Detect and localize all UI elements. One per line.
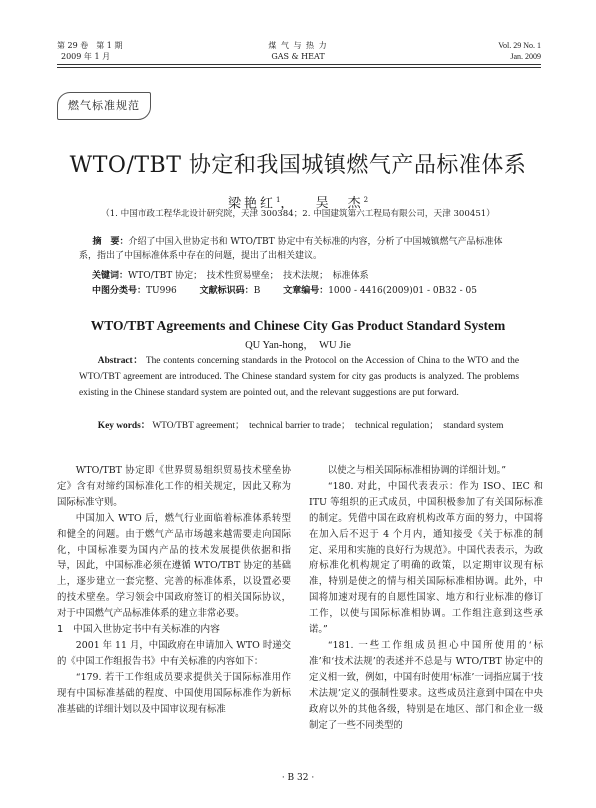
journal-title-en: GAS & HEAT bbox=[271, 52, 325, 61]
author-separator: ， bbox=[280, 196, 297, 212]
abstract-cn bbox=[79, 236, 519, 263]
header-rule-top bbox=[57, 64, 541, 65]
body-column-left bbox=[57, 463, 291, 718]
classification-line bbox=[79, 285, 532, 299]
article-no-label: 文章编号： bbox=[283, 286, 329, 296]
author-2-affil: 2 bbox=[363, 196, 369, 204]
journal-title-cn: 煤 气 与 热 力 bbox=[268, 41, 328, 50]
abstract-en-label: Abstract： bbox=[97, 356, 144, 366]
keywords-cn bbox=[79, 270, 532, 284]
header-center bbox=[198, 40, 398, 62]
quote-paragraph-179: “179. 若干工作组成员要求提供关于国际标准用作现有中国标准基础的程度、中国使用国际标准作为新标准基础的详细计划以及中国审议现有标准 bbox=[57, 671, 291, 715]
affiliations-cn: （1. 中国市政工程华北设计研究院，天津 300384；2. 中国建筑第六工程局有限公司，天津 300451） bbox=[101, 209, 495, 219]
header-rule-bottom bbox=[57, 67, 541, 68]
clc-value: TU996 bbox=[146, 286, 177, 296]
author-2: 吴 杰 bbox=[315, 196, 364, 212]
quote-paragraph-181: “181. 一些工作组成员担心中国所使用的‘标准’和‘技术法规’的表述并不总是与 WTO/TBT 协定中的定义相一致，例如，中国有时使用‘标准’一词指应属于‘技术法规’定义的强制性要求。这些成员注意到中国在中央政府以外的其他各级，特别是在地区、部门和企业一级制定了一些不同类型的 bbox=[309, 639, 543, 731]
header-left bbox=[57, 40, 177, 62]
abstract-en bbox=[79, 353, 519, 401]
quote-continuation: 以使之与相关国际标准相协调的详细计划。” bbox=[327, 465, 507, 476]
abstract-en-text: The contents concerning standards in the Protocol on the Accession of China to the WTO and the WTO/TBT agreement are introduced. The Chinese standard system for city gas products is analyzed. The problems existing in the Chinese standard system are pointed out, and the relevant suggestions are put forward. bbox=[79, 356, 520, 398]
keywords-cn-label: 关键词： bbox=[92, 271, 129, 281]
issue-date-en: Jan. 2009 bbox=[510, 52, 541, 61]
article-no-value: 1000 - 4416(2009)01 - 0B32 - 05 bbox=[328, 286, 477, 296]
authors-en: QU Yan-hong， WU Jie bbox=[245, 340, 351, 351]
body-column-right bbox=[309, 463, 543, 733]
keywords-en-label: Key words： bbox=[97, 421, 151, 431]
body-paragraph: 中国加入 WTO 后，燃气行业面临着标准体系转型和健全的问题。由于燃气产品市场越来越需要走向国际化，中国标准要为国内产品的技术发展提供依据和指导，因此，中国标准必须在遵循 WTO/TBT 协定的基础上，逐步建立一套完整、完善的标准体系，以设置必要的技术壁垒。学习领会中国政府签订的相关国际协议，对于中国燃气产品标准体系的建立非常必要。 bbox=[57, 512, 291, 620]
volume-issue: 第 29 卷 第 1 期 bbox=[57, 41, 123, 50]
issue-date: 2009 年 1 月 bbox=[61, 52, 111, 61]
column-badge: 燃气标准规范 bbox=[57, 92, 151, 120]
article-title-en: WTO/TBT Agreements and Chinese City Gas Product Standard System bbox=[90, 318, 506, 333]
keywords-en bbox=[79, 418, 519, 434]
body-paragraph: 2001 年 11 月，中国政府在申请加入 WTO 时递交的《中国工作组报告书》中有关标准的内容如下： bbox=[57, 639, 291, 667]
page-number: · B 32 · bbox=[281, 773, 315, 783]
abstract-cn-label: 摘 要： bbox=[92, 237, 129, 247]
body-paragraph: WTO/TBT 协定即《世界贸易组织贸易技术壁垒协定》含有对缔约国标准化工作的相关规定，因此又称为国际标准守则。 bbox=[57, 465, 291, 508]
header-right bbox=[421, 40, 541, 62]
doc-code-label: 文献标识码： bbox=[199, 286, 254, 296]
section-heading-1: 1 中国入世协定书中有关标准的内容 bbox=[57, 624, 220, 636]
article-title-cn: WTO/TBT 协定和我国城镇燃气产品标准体系 bbox=[69, 153, 527, 178]
keywords-cn-text: WTO/TBT 协定； 技术性贸易壁垒； 技术法规； 标准体系 bbox=[128, 271, 369, 281]
quote-paragraph-180: “180. 对此，中国代表表示：作为 ISO、IEC 和 ITU 等组织的正式成员，中国积极参加了有关国际标准的制定。凭借中国在政府机构改革方面的努力，中国将在加入后不迟于 4 个月内，通知接受《关于标准的制定、采用和实施的良好行为规范》。中国代表表示，为政府标准化机构规定了明确的政策，以定期审议现有标准，特别是使之的情与相关国际标准相协调。此外，中国将加速对现有的自愿性国家、地方和行业标准的修订工作，以使与国际标准相协调。工作组注意到这些承诺。” bbox=[309, 480, 543, 636]
volume-issue-en: Vol. 29 No. 1 bbox=[498, 41, 541, 50]
abstract-cn-text: 介绍了中国入世协定书和 WTO/TBT 协定中有关标准的内容，分析了中国城镇燃气产品标准体系，指出了中国标准体系中存在的问题，提出了出相关建议。 bbox=[79, 237, 503, 261]
clc-label: 中图分类号： bbox=[92, 286, 147, 296]
keywords-en-text: WTO/TBT agreement； technical barrier to trade； technical regulation； standard system bbox=[152, 421, 504, 431]
author-1-affil: 1 bbox=[275, 196, 281, 204]
doc-code-value: B bbox=[253, 286, 261, 296]
author-1: 梁艳红 bbox=[227, 196, 276, 212]
